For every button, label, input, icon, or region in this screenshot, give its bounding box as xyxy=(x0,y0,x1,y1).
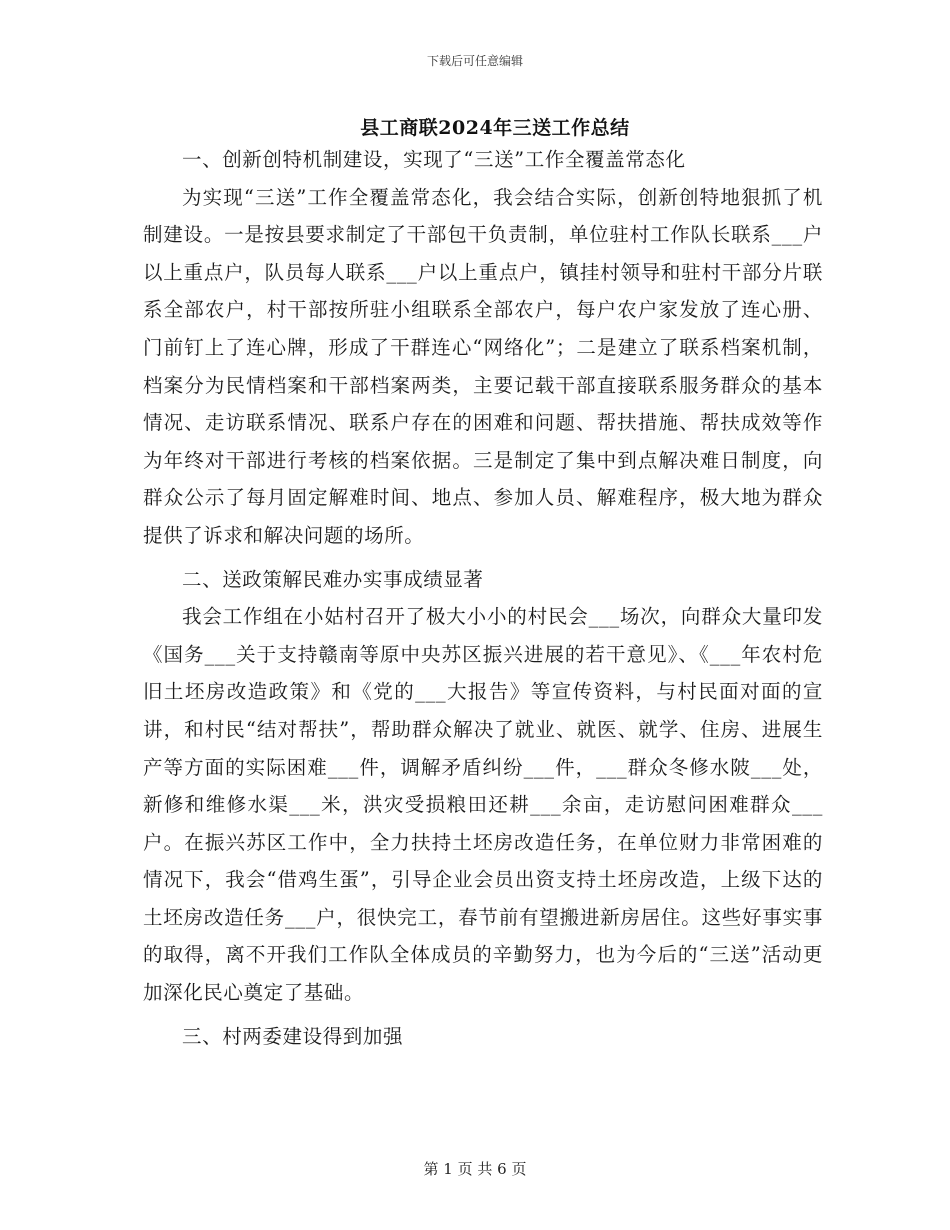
document-body xyxy=(143,141,823,1055)
page-number: 第 1 页 共 6 页 xyxy=(423,1160,527,1178)
section-heading-1: 一、创新创特机制建设，实现了“三送”工作全覆盖常态化 xyxy=(182,148,686,171)
document-title: 县工商联2024年三送工作总结 xyxy=(360,117,630,139)
section-heading-2: 二、送政策解民难办实事成绩显著 xyxy=(182,567,484,591)
paragraph-1: 为实现“三送”工作全覆盖常态化，我会结合实际，创新创特地狠抓了机制建设。一是按县要求制定了干部包干负责制，单位驻村工作队长联系___户以上重点户，队员每人联系___户以上重点户，镇挂村领导和驻村干部分片联系全部农户，村干部按所驻小组联系全部农户，每户农户家发放了连心册、门前钉上了连心牌，形成了干群连心“网络化”；二是建立了联系档案机制，档案分为民情档案和干部档案两类，主要记载干部直接联系服务群众的基本情况、走访联系情况、联系户存在的困难和问题、帮扶措施、帮扶成效等作为年终对干部进行考核的档案依据。三是制定了集中到点解决难日制度，向群众公示了每月固定解难时间、地点、参加人员、解难程序，极大地为群众提供了诉求和解决问题的场所。 xyxy=(143,185,823,547)
section-heading-3: 三、村两委建设得到加强 xyxy=(182,1024,404,1048)
page-header-note: 下载后可任意编辑 xyxy=(426,54,523,68)
paragraph-2: 我会工作组在小姑村召开了极大小小的村民会___场次，向群众大量印发《国务___关于支持赣南等原中央苏区振兴进展的若干意见》、《___年农村危旧土坯房改造政策》和《党的___大报告》等宣传资料，与村民面对面的宣讲，和村民“结对帮扶”，帮助群众解决了就业、就医、就学、住房、进展生产等方面的实际困难___件，调解矛盾纠纷___件，___群众冬修水陂___处，新修和维修水渠___米，洪灾受损粮田还耕___余亩，走访慰问困难群众___户。在振兴苏区工作中，全力扶持土坯房改造任务，在单位财力非常困难的情况下，我会“借鸡生蛋”，引导企业会员出资支持土坯房改造，上级下达的土坯房改造任务___户，很快完工，春节前有望搬进新房居住。这些好事实事的取得，离不开我们工作队全体成员的辛勤努力，也为今后的“三送”活动更加深化民心奠定了基础。 xyxy=(143,605,823,1005)
